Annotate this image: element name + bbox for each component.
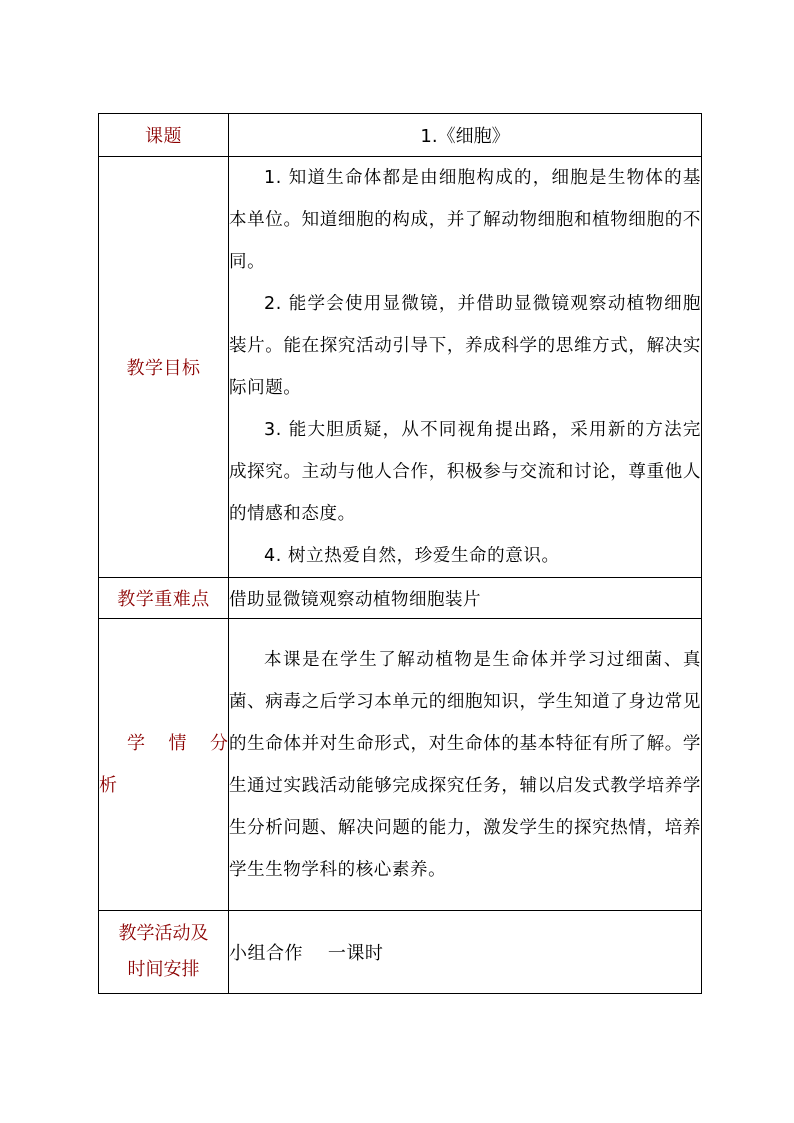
- activity-label-line1: 教学活动及: [118, 923, 209, 944]
- row-content-activity: 小组合作 一课时: [229, 911, 702, 994]
- analysis-label-line1: 学 情 分: [127, 732, 228, 754]
- table-row: [99, 911, 702, 994]
- objective-paragraph: 4. 树立热爱自然，珍爱生命的意识。: [264, 546, 560, 566]
- row-label-analysis: [99, 619, 229, 911]
- table-row: [99, 157, 702, 578]
- table-row: [99, 114, 702, 157]
- row-content-topic: 1.《细胞》: [229, 114, 702, 157]
- table-row: [99, 578, 702, 619]
- analysis-label-line2: 析: [99, 774, 117, 796]
- lesson-plan-table: [98, 113, 702, 994]
- objective-paragraph: 1. 知道生命体都是由细胞构成的，细胞是生物体的基本单位。知道细胞的构成，并了解动物细胞和植物细胞的不同。: [229, 168, 701, 272]
- activity-label-line2: 时间安排: [127, 959, 200, 980]
- row-label-activity: [99, 911, 229, 994]
- table-row: [99, 619, 702, 911]
- row-label-objectives: 教学目标: [99, 157, 229, 578]
- objective-paragraph: 3. 能大胆质疑，从不同视角提出路，采用新的方法完成探究。主动与他人合作，积极参与交流和讨论，尊重他人的情感和态度。: [229, 420, 701, 524]
- row-label-key-points: 教学重难点: [99, 578, 229, 619]
- row-label-topic: 课题: [99, 114, 229, 157]
- analysis-paragraph: 本课是在学生了解动植物是生命体并学习过细菌、真菌、病毒之后学习本单元的细胞知识，学生知道了身边常见的生命体并对生命形式，对生命体的基本特征有所了解。学生通过实践活动能够完成探究任务，辅以启发式教学培养学生分析问题、解决问题的能力，激发学生的探究热情，培养学生生物学科的核心素养。: [229, 649, 701, 880]
- row-content-objectives: [229, 157, 702, 578]
- row-content-key-points: 借助显微镜观察动植物细胞装片: [229, 578, 702, 619]
- row-content-analysis: [229, 619, 702, 911]
- objective-paragraph: 2. 能学会使用显微镜，并借助显微镜观察动植物细胞装片。能在探究活动引导下，养成科学的思维方式，解决实际问题。: [229, 294, 701, 398]
